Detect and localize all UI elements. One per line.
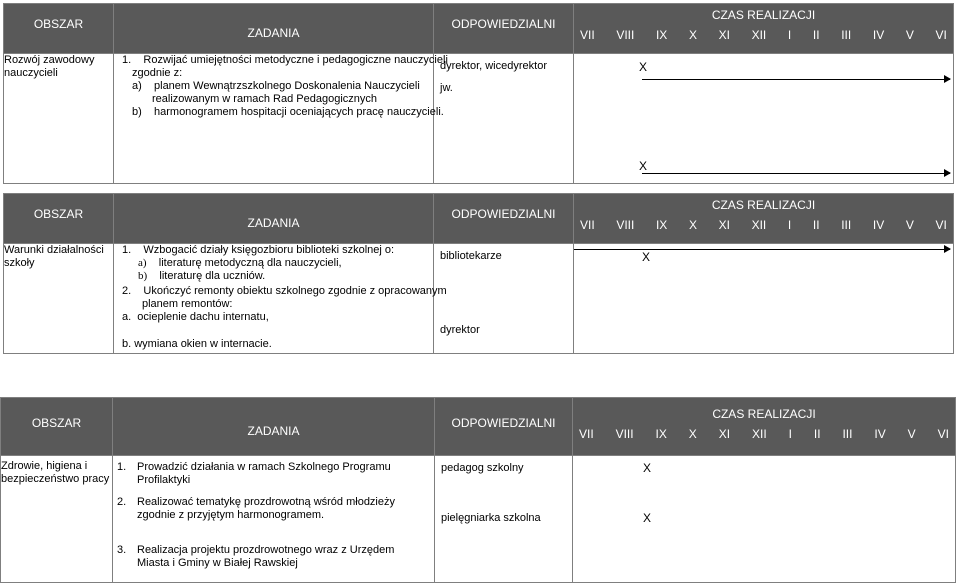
months-row [574,28,953,42]
month: XI [718,28,730,42]
task-line: planem remontów: [142,298,233,310]
responsible-cell [435,456,573,583]
responsible: pielęgniarka szkolna [441,512,541,524]
timeline-arrow [574,249,950,250]
month: IV [872,218,885,232]
responsible: pedagog szkolny [441,462,524,474]
header-zadania: ZADANIA [113,398,435,456]
sub-marker: b) [138,270,148,282]
header-obszar: OBSZAR [4,194,114,244]
x-mark: X [643,511,652,525]
task-cell [113,456,435,583]
responsible-cell [434,244,574,354]
plan-table-1 [3,3,954,184]
month: I [787,218,792,232]
task-line [122,270,433,283]
area-cell: Warunki działalności szkoły [4,244,114,354]
task-line: a. ocieplenie dachu internatu, [122,311,269,323]
task-text: Realizacja projektu prozdrowotnego wraz z Urzędem Miasta i Gminy w Białej Rawskiej [137,544,395,569]
task-line: 2. Ukończyć remonty obiektu szkolnego zgodnie z opracowanym [122,285,447,297]
header-obszar: OBSZAR [1,398,113,456]
area-cell: Zdrowie, higiena i bezpieczeństwo pracy [1,456,113,583]
x-mark: X [643,461,652,475]
months-row [573,427,955,441]
task-text: Prowadzić działania w ramach Szkolnego Programu Profilaktyki [137,461,391,486]
responsible: bibliotekarze [440,250,502,262]
month: V [905,28,914,42]
month: XII [751,28,767,42]
task-text: literaturę metodyczną dla nauczycieli, [158,257,342,269]
month: VII [579,427,594,441]
header-zadania: ZADANIA [114,4,434,54]
task-text: literaturę dla uczniów. [159,270,266,282]
header-czas-label: CZAS REALIZACJI [712,407,816,421]
x-mark: X [639,159,648,173]
x-mark: X [639,60,648,74]
timeline-cell [574,244,954,354]
task-line: b. wymiana okien w internacie. [122,338,272,350]
month: V [907,427,916,441]
months-row [574,218,953,232]
month: X [688,28,697,42]
area-cell: Rozwój zawodowy nauczycieli [4,54,114,184]
plan-table-3 [0,397,956,583]
task-line: zgodnie z: [132,67,183,79]
month: V [905,218,914,232]
responsible: jw. [440,82,453,94]
month: VII [580,28,595,42]
plan-table-2 [3,193,954,354]
month: X [688,218,697,232]
month: XI [718,427,731,441]
timeline-cell [574,54,954,184]
responsible: dyrektor [440,324,480,336]
header-obszar: OBSZAR [4,4,114,54]
month: II [812,28,820,42]
month: IX [655,218,668,232]
header-odpowiedzialni: ODPOWIEDZIALNI [434,4,574,54]
responsible-cell [434,54,574,184]
month: XI [718,218,730,232]
task-line: a) planem Wewnątrzszkolnego Doskonalenia Nauczycieli [132,80,420,92]
month: IX [655,28,668,42]
month: I [787,28,792,42]
sub-marker: a) [138,257,147,269]
task-num: 1. [117,461,127,473]
task-num: 3. [117,544,127,556]
month: II [812,218,820,232]
task-line: 1. Rozwijać umiejętności metodyczne i pedagogiczne nauczycieli [122,54,448,66]
task-line [122,257,433,270]
task-text: Realizować tematykę prozdrowotną wśród młodzieży zgodnie z przyjętym harmonogramem. [137,496,395,521]
month: IV [874,427,886,441]
month: XII [751,218,767,232]
header-czas [574,194,954,244]
month: III [841,218,852,232]
header-czas [574,4,954,54]
task-line: realizowanym w ramach Rad Pedagogicznych [152,93,377,105]
task-line: b) harmonogramem hospitacji oceniających pracę nauczycieli. [132,106,444,118]
month: X [688,427,697,441]
task-num: 2. [117,496,127,508]
x-mark: X [642,250,651,264]
header-zadania: ZADANIA [114,194,434,244]
month: VII [580,218,595,232]
header-czas [573,398,956,456]
month: II [813,427,821,441]
month: XII [752,427,767,441]
month: IX [655,427,667,441]
month: III [842,427,853,441]
timeline-arrow [642,79,950,80]
task-line: 1. Wzbogacić działy księgozbioru biblioteki szkolnej o: [122,244,395,256]
header-odpowiedzialni: ODPOWIEDZIALNI [434,194,574,244]
month: VI [937,427,949,441]
month: IV [872,28,885,42]
month: VI [935,28,947,42]
month: VI [935,218,947,232]
timeline-cell [573,456,956,583]
responsible: dyrektor, wicedyrektor [440,60,547,72]
month: VIII [616,28,635,42]
timeline-arrow [642,173,950,174]
header-odpowiedzialni: ODPOWIEDZIALNI [435,398,573,456]
header-czas-label: CZAS REALIZACJI [711,198,816,212]
task-cell [114,244,447,354]
month: VIII [616,218,635,232]
header-czas-label: CZAS REALIZACJI [711,8,816,22]
month: VIII [615,427,634,441]
month: III [841,28,852,42]
month: I [788,427,792,441]
